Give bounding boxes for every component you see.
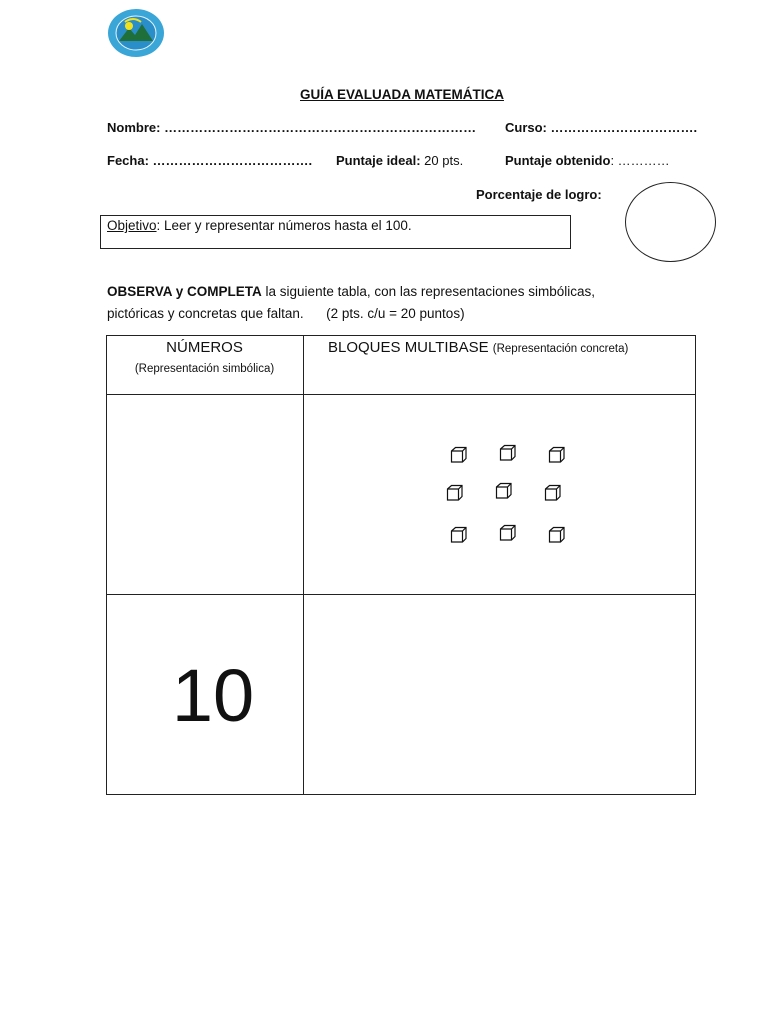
fecha-label: Fecha: <box>107 153 149 168</box>
school-logo-icon <box>107 8 165 58</box>
instructions-text-1: la siguiente tabla, con las representaciones simbólicas, <box>261 284 595 299</box>
unit-cube-icon <box>499 444 517 462</box>
instructions-line-2: pictóricas y concretas que faltan. (2 pts. c/u = 20 puntos) <box>107 306 465 321</box>
puntaje-ideal <box>336 153 463 168</box>
nombre-field[interactable] <box>107 120 476 135</box>
row2-number: 10 <box>171 654 255 737</box>
puntaje-obtenido-value: : ………… <box>610 153 670 168</box>
porcentaje-circle[interactable] <box>625 182 716 262</box>
col-bloques-header <box>328 339 628 356</box>
instructions-line-1 <box>107 281 595 303</box>
nombre-label: Nombre: <box>107 120 161 135</box>
puntaje-ideal-label: Puntaje ideal: <box>336 153 421 168</box>
fecha-field[interactable] <box>107 153 312 168</box>
row1-number-cell[interactable] <box>108 396 302 593</box>
unit-cube-icon <box>446 484 464 502</box>
puntaje-obtenido-field[interactable] <box>505 153 670 168</box>
unit-cube-icon <box>495 482 513 500</box>
fecha-dots: ………………………………. <box>152 153 313 168</box>
col-numeros-title: NÚMEROS <box>166 339 243 356</box>
page-title: GUÍA EVALUADA MATEMÁTICA <box>300 87 504 102</box>
objective-body: : Leer y representar números hasta el 100. <box>156 218 412 233</box>
unit-cube-icon <box>544 484 562 502</box>
instructions <box>107 281 595 325</box>
table-header-divider <box>106 394 696 395</box>
unit-cube-icon <box>548 526 566 544</box>
curso-dots: ……………………………. <box>550 120 698 135</box>
puntaje-obtenido-label: Puntaje obtenido <box>505 153 611 168</box>
instructions-bold: OBSERVA y COMPLETA <box>107 284 262 299</box>
row1-cubes-cell <box>305 396 695 593</box>
objective-text <box>107 218 412 233</box>
unit-cube-icon <box>450 446 468 464</box>
puntaje-ideal-value: 20 pts. <box>424 153 464 168</box>
unit-cube-icon <box>450 526 468 544</box>
row2-cubes-cell[interactable] <box>305 596 695 793</box>
porcentaje-label: Porcentaje de logro: <box>476 187 602 202</box>
col-bloques-title: BLOQUES MULTIBASE <box>328 339 489 356</box>
nombre-dots: ……………………………………………………………… <box>164 120 477 135</box>
col-numeros-subtitle: (Representación simbólica) <box>134 363 275 375</box>
curso-label: Curso: <box>505 120 547 135</box>
objective-label: Objetivo <box>107 218 157 233</box>
unit-cube-icon <box>499 524 517 542</box>
unit-cube-icon <box>548 446 566 464</box>
curso-field[interactable] <box>505 120 697 135</box>
table-row-divider <box>106 594 696 595</box>
col-bloques-subtitle: (Representación concreta) <box>492 343 629 355</box>
